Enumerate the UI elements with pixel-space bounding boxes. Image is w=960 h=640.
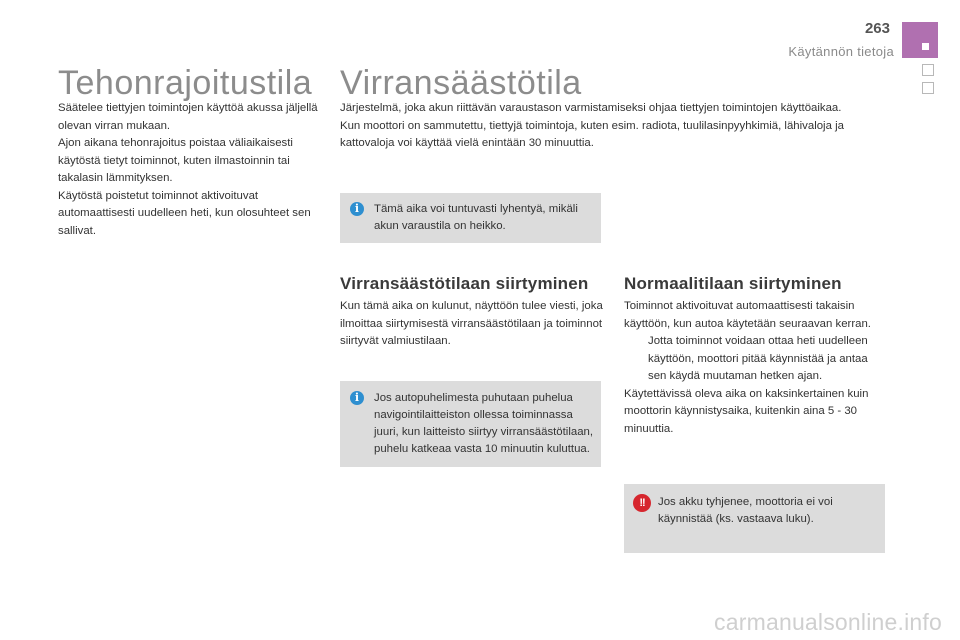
middle-body: [340, 100, 900, 153]
warning-icon: [633, 494, 651, 512]
info-box-text: Tämä aika voi tuntuvasti lyhentyä, mikäli akun varaustila on heikko.: [374, 203, 578, 232]
title-tehonrajoitustila: Tehonrajoitustila: [58, 64, 313, 102]
left-paragraph: Käytöstä poistetut toiminnot aktivoituvat automaattisesti uudelleen heti, kun olosuhteet sen sallivat.: [58, 189, 311, 237]
info-box-battery: [340, 193, 601, 243]
chapter-tab-active[interactable]: [902, 22, 938, 58]
middle-paragraph: Kun moottori on sammutettu, tiettyjä toimintoja, kuten esim. radiota, tuulilasinpyyhkimiä, lähivaloja ja kattovaloja voi käyttää vielä enintään 30 minuuttia.: [340, 119, 844, 149]
chapter-tab-box[interactable]: [922, 82, 934, 94]
bullet-text: Jotta toiminnot voidaan ottaa heti uudelleen käyttöön, moottori pitää käynnistää ja antaa sen käydä muutaman hetken ajan.: [648, 335, 868, 382]
info-icon: [350, 202, 364, 216]
info-box-text: Jos autopuhelimesta puhutaan puhelua navigointilaitteiston ollessa toiminnassa juuri, kun laitteisto siirtyy virransäästötilaan, puhelu katkeaa vasta 10 minuutin kuluttua.: [374, 392, 594, 455]
watermark: carmanualsonline.info: [714, 609, 942, 635]
right-paragraph: Toiminnot aktivoituvat automaattisesti takaisin käyttöön, kun autoa käytetään seuraavan kerran.: [624, 300, 871, 330]
page-number: 263: [864, 20, 890, 37]
middle-sub-paragraph: Kun tämä aika on kulunut, näyttöön tulee viesti, joka ilmoittaa siirtymisestä virransäästötilaan ja toiminnot siirtyvät valmiustilaan.: [340, 300, 603, 347]
middle-bottom-body: [340, 298, 605, 351]
warning-box-text: Jos akku tyhjenee, moottoria ei voi käynnistää (ks. vastaava luku).: [658, 496, 833, 525]
right-bullet: [624, 333, 889, 386]
middle-paragraph: Järjestelmä, joka akun riittävän varaustason varmistamiseksi ohjaa tiettyjen toimintojen käyttöaikaa.: [340, 102, 842, 114]
left-body: [58, 100, 320, 240]
title-virransaastotila: Virransäästötila: [340, 64, 582, 102]
chapter-tab-box[interactable]: [922, 64, 934, 76]
heading-virransaastotilaan-siirtyminen: Virransäästötilaan siirtyminen: [340, 274, 589, 293]
info-box-phone: [340, 381, 601, 467]
left-paragraph: Säätelee tiettyjen toimintojen käyttöä akussa jäljellä olevan virran mukaan.: [58, 102, 318, 132]
right-body: [624, 298, 889, 438]
tab-square-icon: [922, 43, 929, 50]
warning-box: [624, 484, 885, 553]
section-tag: Käytännön tietoja: [788, 44, 894, 59]
left-paragraph: Ajon aikana tehonrajoitus poistaa väliaikaisesti käytöstä tietyt toiminnot, kuten ilmastoinnin tai takalasin lämmityksen.: [58, 137, 293, 184]
heading-normaalitilaan-siirtyminen: Normaalitilaan siirtyminen: [624, 274, 842, 293]
info-icon: [350, 391, 364, 405]
right-paragraph: Käytettävissä oleva aika on kaksinkertainen kuin moottorin käynnistysaika, kuitenkin aina 5 - 30 minuuttia.: [624, 387, 869, 435]
